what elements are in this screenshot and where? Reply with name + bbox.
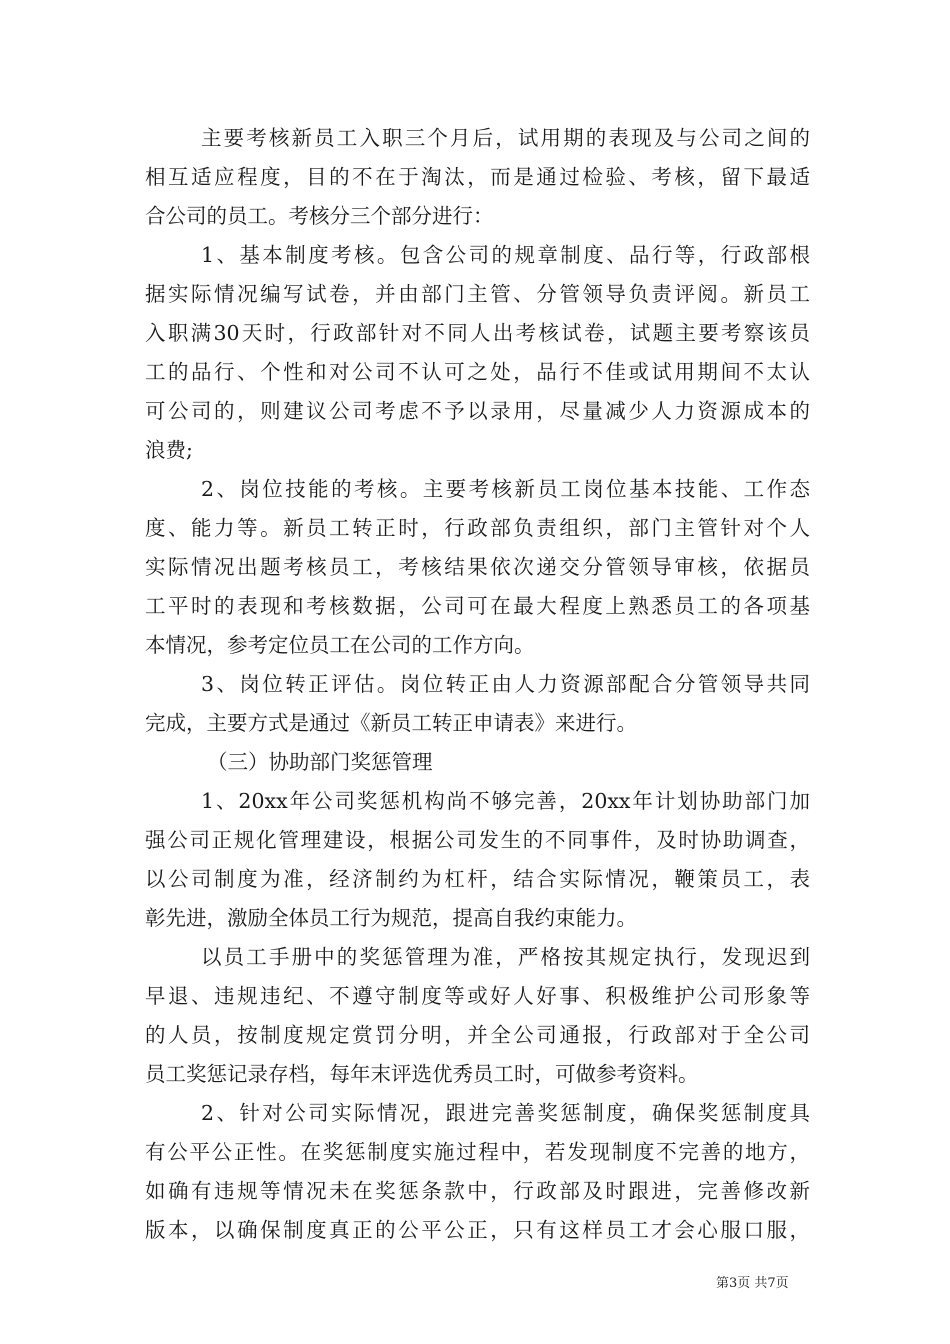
paragraph-line: 早退、违规违纪、不遵守制度等或好人好事、积极维护公司形象等: [145, 984, 810, 1008]
paragraph-line: 以公司制度为准，经济制约为杠杆，结合实际情况，鞭策员工，表: [145, 867, 810, 891]
paragraph-line: 工的品行、个性和对公司不认可之处，品行不佳或试用期间不太认: [145, 360, 810, 384]
paragraph-line: 据实际情况编写试卷，并由部门主管、分管领导负责评阅。新员工: [145, 282, 810, 306]
paragraph-line: 1、基本制度考核。包含公司的规章制度、品行等，行政部根: [201, 243, 810, 267]
paragraph-line: 相互适应程度，目的不在于淘汰，而是通过检验、考核，留下最适: [145, 165, 810, 189]
document-body: [145, 119, 810, 1250]
paragraph-line: 有公平公正性。在奖惩制度实施过程中，若发现制度不完善的地方，: [145, 1140, 810, 1164]
paragraph-line: 1、20xx年公司奖惩机构尚不够完善，20xx年计划协助部门加: [201, 789, 810, 813]
paragraph-line: 如确有违规等情况未在奖惩条款中，行政部及时跟进，完善修改新: [145, 1179, 810, 1203]
paragraph-line: 工平时的表现和考核数据，公司可在最大程度上熟悉员工的各项基: [145, 594, 810, 618]
paragraph-line: 彰先进，激励全体员工行为规范，提高自我约束能力。: [145, 906, 637, 930]
paragraph-line: 2、针对公司实际情况，跟进完善奖惩制度，确保奖惩制度具: [201, 1101, 810, 1125]
paragraph-line: 合公司的员工。考核分三个部分进行：: [145, 204, 494, 228]
paragraph-line: 的人员，按制度规定赏罚分明，并全公司通报，行政部对于全公司: [145, 1023, 810, 1047]
paragraph-line: 以员工手册中的奖惩管理为准，严格按其规定执行，发现迟到: [201, 945, 810, 969]
paragraph-line: 主要考核新员工入职三个月后，试用期的表现及与公司之间的: [201, 126, 810, 150]
paragraph-line: 强公司正规化管理建设，根据公司发生的不同事件，及时协助调查，: [145, 828, 810, 852]
paragraph-line: 员工奖惩记录存档，每年末评选优秀员工时，可做参考资料。: [145, 1062, 699, 1086]
paragraph-line: 3、岗位转正评估。岗位转正由人力资源部配合分管领导共同: [201, 672, 810, 696]
paragraph-line: 完成，主要方式是通过《新员工转正申请表》来进行。: [145, 711, 637, 735]
paragraph-line: 入职满30天时，行政部针对不同人出考核试卷，试题主要考察该员: [145, 321, 810, 345]
page-number: 第3页 共7页: [716, 1276, 789, 1291]
paragraph-line: 度、能力等。新员工转正时，行政部负责组织，部门主管针对个人: [145, 516, 810, 540]
section-heading: （三）协助部门奖惩管理: [207, 750, 433, 774]
paragraph-line: 实际情况出题考核员工，考核结果依次递交分管领导审核，依据员: [145, 555, 810, 579]
paragraph-line: 2、岗位技能的考核。主要考核新员工岗位基本技能、工作态: [201, 477, 810, 501]
paragraph-line: 版本，以确保制度真正的公平公正，只有这样员工才会心服口服，: [145, 1218, 810, 1242]
paragraph-line: 可公司的，则建议公司考虑不予以录用，尽量减少人力资源成本的: [145, 399, 810, 423]
paragraph-line: 浪费;: [145, 438, 193, 462]
paragraph-line: 本情况，参考定位员工在公司的工作方向。: [145, 633, 535, 657]
